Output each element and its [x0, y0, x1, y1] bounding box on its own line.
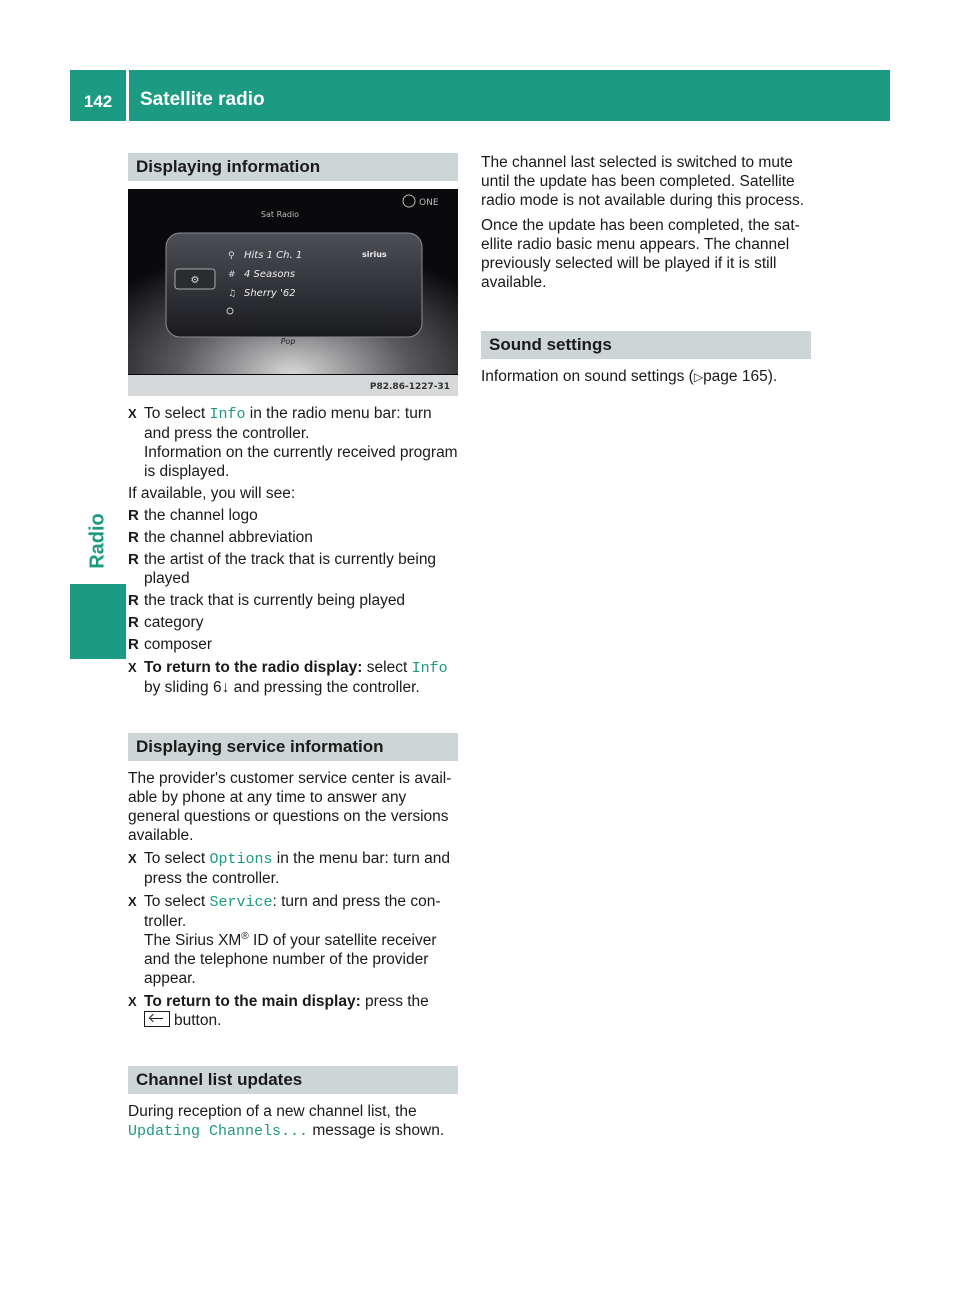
menu-item-info: Info [411, 660, 448, 677]
page-number: 142 [83, 92, 113, 111]
back-button-icon [144, 1011, 170, 1027]
bullet-icon: R [128, 507, 139, 524]
screen-brand: ONE [419, 198, 439, 208]
bullet-icon: R [128, 529, 139, 546]
svg-text:⚙: ⚙ [190, 275, 200, 286]
step-return-radio-display: X To return to the radio display: select Info by sliding 6↓ and pressing the controller. [128, 659, 448, 696]
page-reference-link[interactable]: page 165 [703, 368, 768, 385]
update-complete-text: Once the update has been completed, the satellite radio basic menu appears. The channel previously selected will be played if it is still available. [481, 217, 800, 291]
step-result: Information on the currently received program is displayed. [144, 444, 458, 480]
header-divider [126, 70, 129, 121]
section-heading-sound-settings: Sound settings [481, 331, 811, 359]
page-reference-icon: ▷ [693, 370, 704, 384]
screen-logo: sirius [362, 250, 387, 259]
chapter-title: Satellite radio [140, 89, 265, 110]
right-column [481, 153, 811, 387]
image-reference-code: P82.86-1227-31 [369, 382, 450, 392]
update-mute-text: The channel last selected is switched to mute until the update has been completed. Satellite radio mode is not available during this process. [481, 154, 805, 209]
list-item: R the track that is currently being played [128, 592, 406, 609]
svg-text:♫: ♫ [228, 289, 237, 299]
screen-row-3: Sherry '62 [244, 288, 296, 299]
list-item: R composer [128, 636, 213, 653]
step-select-options: X To select Options in the menu bar: turn and press the controller. [128, 850, 451, 887]
slide-down-icon: ↓ [221, 679, 230, 696]
service-intro: The provider's customer service center is available by phone at any time to answer any general questions or questions on the versions available. [128, 770, 452, 844]
radio-screen-image [128, 189, 458, 396]
step-select-info: X To select Info in the radio menu bar: turn and press the controller. Information on the currently received program is displayed. [128, 405, 458, 480]
bullet-icon: R [128, 592, 139, 609]
menu-item-service: Service [209, 894, 273, 911]
side-tab-marker [70, 584, 126, 659]
list-item: R the channel abbreviation [128, 529, 313, 546]
intro-text: If available, you will see: [128, 485, 296, 502]
step-arrow-icon: X [128, 406, 137, 421]
screen-menu-title: Sat Radio [260, 210, 300, 219]
svg-text:⚲: ⚲ [228, 251, 235, 261]
bullet-icon: R [128, 636, 139, 653]
channel-update-text: During reception of a new channel list, the Updating Channels... message is shown. [128, 1103, 445, 1140]
list-item: R category [128, 614, 204, 631]
step-select-service: X To select Service: turn and press the controller. The Sirius XM® ID of your satellite receiver and the telephone number of the provider appear. [128, 893, 441, 987]
menu-item-options: Options [209, 851, 273, 868]
screen-row-1: Hits 1 Ch. 1 [244, 250, 303, 261]
list-item: R the artist of the track that is currently being played [128, 551, 437, 587]
screen-row-2: 4 Seasons [244, 269, 296, 280]
step-arrow-icon: X [128, 660, 137, 675]
step-return-main-display: X To return to the main display: press the button. [128, 993, 429, 1029]
controller-icon: 6 [212, 679, 222, 696]
bullet-icon: R [128, 614, 139, 631]
section-heading-channel-list-updates: Channel list updates [128, 1066, 458, 1094]
section-heading-service-information: Displaying service information [128, 733, 458, 761]
section-heading-displaying-information: Displaying information [128, 153, 458, 181]
step-arrow-icon: X [128, 851, 137, 866]
bullet-icon: R [128, 551, 139, 568]
sound-settings-text: Information on sound settings (▷page 165). [481, 368, 778, 385]
menu-item-info: Info [209, 406, 246, 423]
screen-bottom-item: Pop [280, 337, 296, 346]
left-column [128, 153, 458, 1141]
side-tab [70, 121, 126, 1300]
side-tab-label: Radio [86, 513, 109, 569]
message-updating-channels: Updating Channels... [128, 1123, 309, 1140]
svg-text:#: # [228, 270, 236, 280]
page-header [70, 70, 890, 121]
step-arrow-icon: X [128, 994, 137, 1009]
step-arrow-icon: X [128, 894, 137, 909]
list-item: R the channel logo [128, 507, 258, 524]
